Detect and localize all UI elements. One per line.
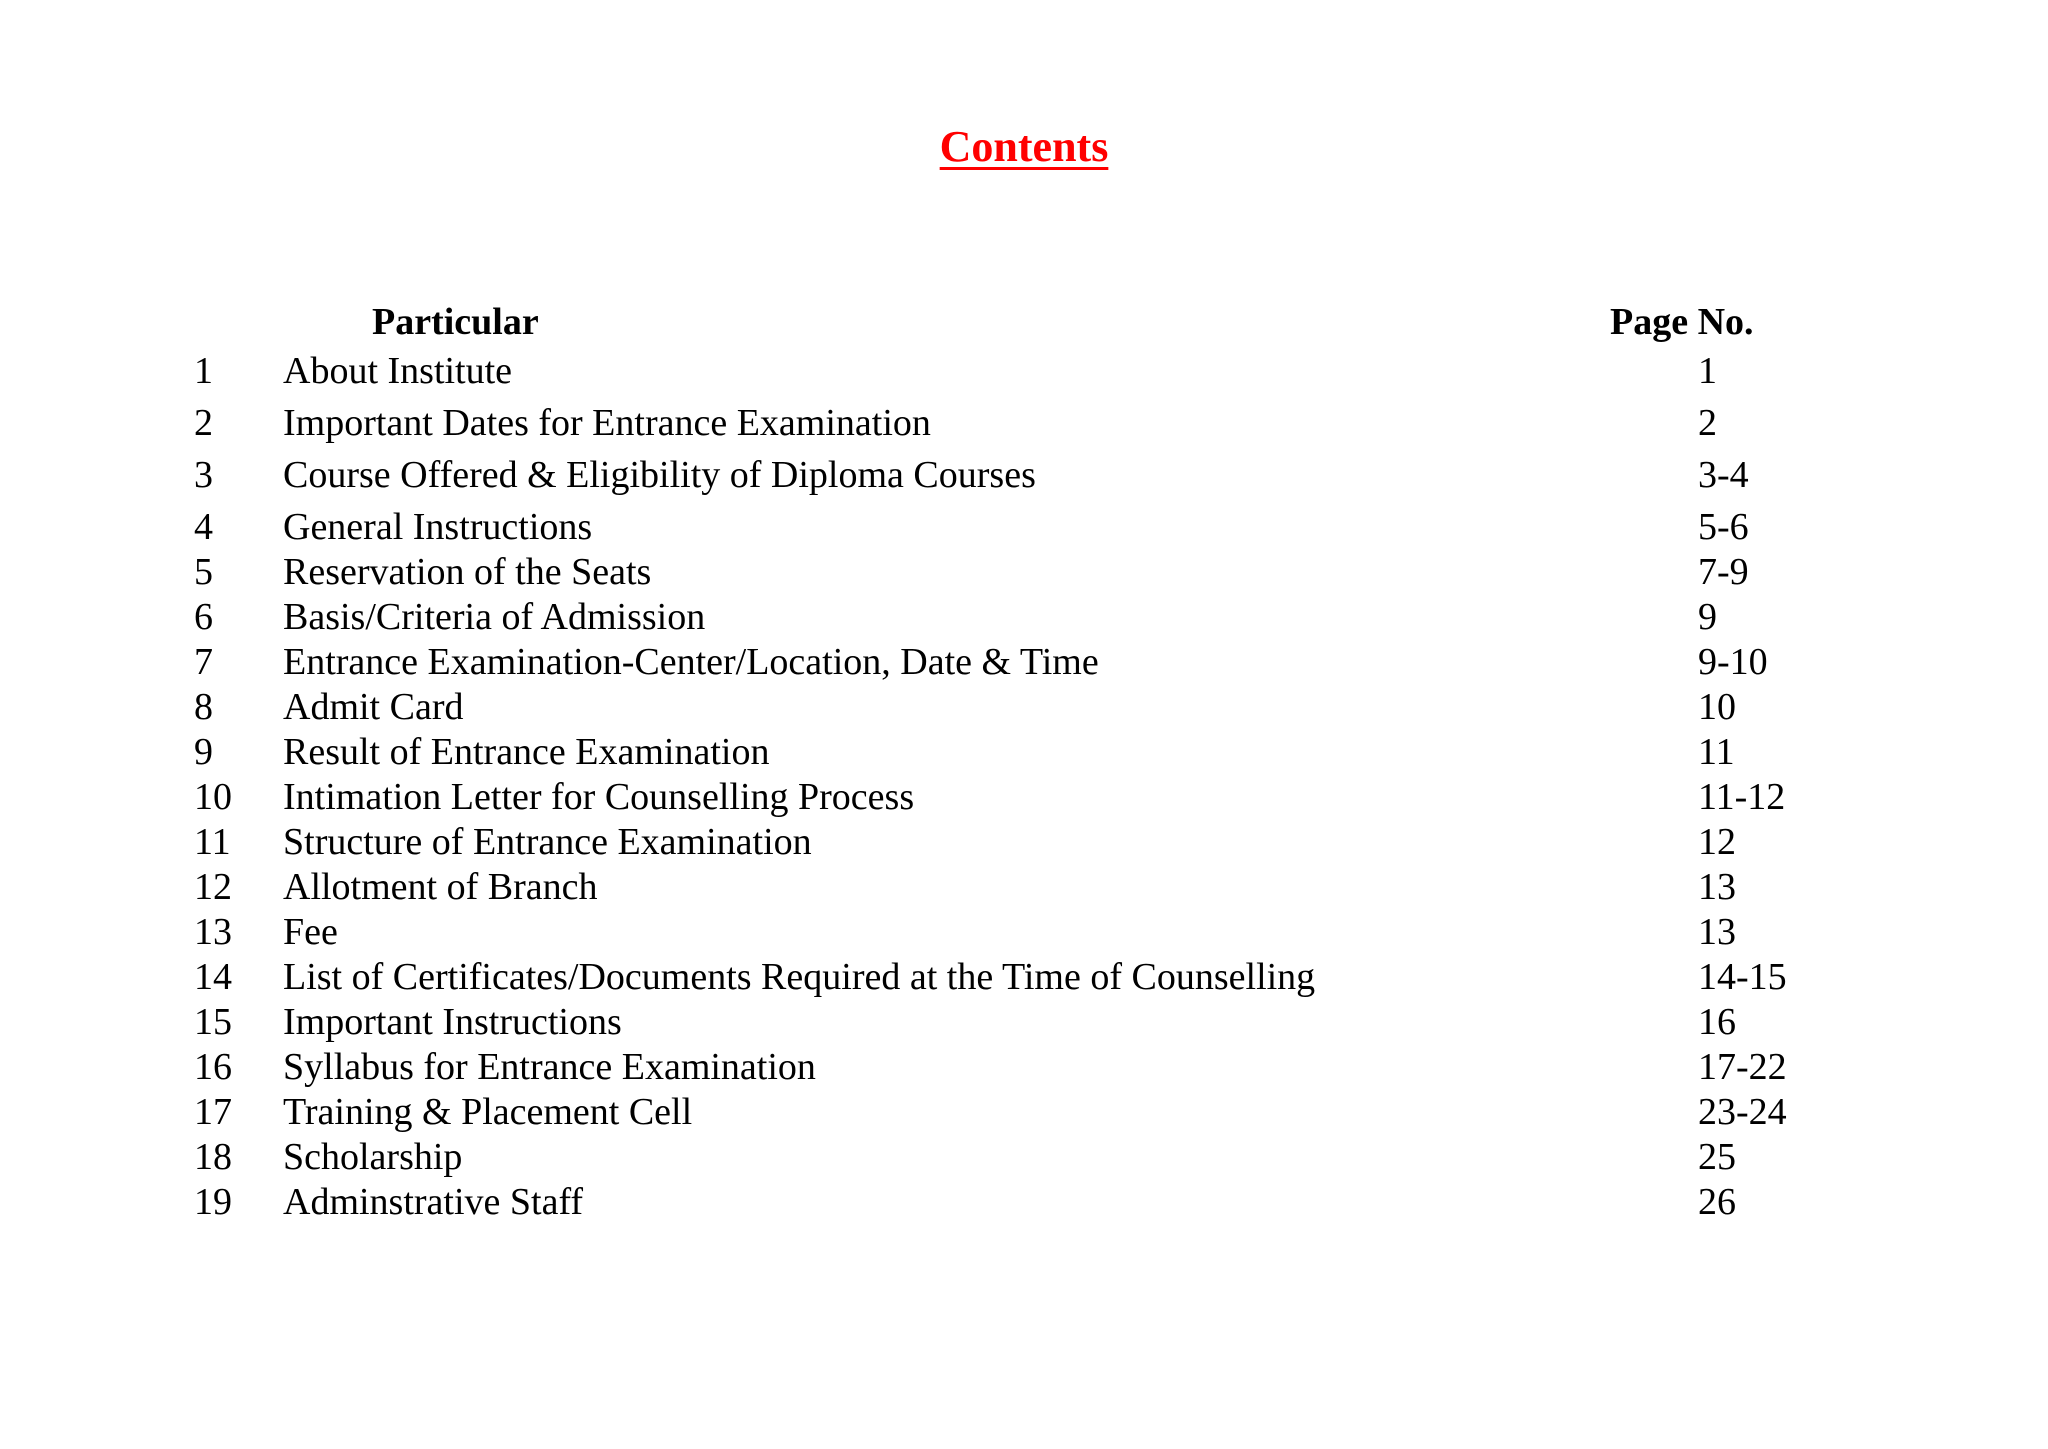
entry-number: 12: [194, 866, 232, 908]
particular-column-header: Particular: [372, 301, 539, 343]
toc-entry: [0, 865, 2048, 910]
page-no-column-header: Page No.: [1610, 301, 1754, 343]
entry-number: 5: [194, 551, 213, 593]
entry-page: 17-22: [1698, 1046, 1787, 1088]
entry-page: 1: [1698, 350, 1717, 392]
entry-number: 13: [194, 911, 232, 953]
entry-title: Fee: [283, 911, 338, 953]
entry-title: Adminstrative Staff: [283, 1181, 584, 1223]
entry-number: 16: [194, 1046, 232, 1088]
toc-entry: [0, 595, 2048, 640]
entry-page: 9-10: [1698, 641, 1768, 683]
entry-page: 13: [1698, 866, 1736, 908]
toc-entry: [0, 910, 2048, 955]
entry-title: About Institute: [283, 350, 513, 392]
entry-title: Training & Placement Cell: [283, 1091, 693, 1133]
entry-page: 13: [1698, 911, 1736, 953]
entry-number: 17: [194, 1091, 232, 1133]
entry-page: 2: [1698, 402, 1717, 444]
toc-entry: [0, 640, 2048, 685]
entry-page: 10: [1698, 686, 1736, 728]
entry-title: Syllabus for Entrance Examination: [283, 1046, 816, 1088]
toc-entry: [0, 1045, 2048, 1090]
toc-entry: [0, 775, 2048, 820]
toc-entry: [0, 1000, 2048, 1045]
entry-number: 1: [194, 350, 213, 392]
entry-page: 25: [1698, 1136, 1736, 1178]
entry-title: Structure of Entrance Examination: [283, 821, 812, 863]
toc-entry: [0, 1180, 2048, 1225]
entry-page: 3-4: [1698, 454, 1749, 496]
entry-title: Reservation of the Seats: [283, 551, 652, 593]
entry-page: 23-24: [1698, 1091, 1787, 1133]
entry-page: 5-6: [1698, 506, 1749, 548]
entry-title: List of Certificates/Documents Required at the Time of Counselling: [283, 956, 1316, 998]
entry-title: Result of Entrance Examination: [283, 731, 770, 773]
entry-title: Important Dates for Entrance Examination: [283, 402, 931, 444]
entry-page: 7-9: [1698, 551, 1749, 593]
entry-page: 26: [1698, 1181, 1736, 1223]
entry-page: 12: [1698, 821, 1736, 863]
entry-page: 9: [1698, 596, 1717, 638]
entry-title: Important Instructions: [283, 1001, 622, 1043]
entry-number: 4: [194, 506, 213, 548]
entry-number: 2: [194, 402, 213, 444]
entry-number: 10: [194, 776, 232, 818]
entry-number: 6: [194, 596, 213, 638]
entry-number: 19: [194, 1181, 232, 1223]
toc-entry: [0, 505, 2048, 550]
entry-title: Intimation Letter for Counselling Process: [283, 776, 915, 818]
toc-entry: [0, 730, 2048, 775]
toc-entry: [0, 1090, 2048, 1135]
toc-entry: [0, 453, 2048, 505]
entry-number: 15: [194, 1001, 232, 1043]
toc-entry: [0, 401, 2048, 453]
entry-number: 9: [194, 731, 213, 773]
entry-number: 11: [194, 821, 231, 863]
toc-entry: [0, 820, 2048, 865]
toc-entry: [0, 955, 2048, 1000]
entry-title: General Instructions: [283, 506, 593, 548]
entry-number: 14: [194, 956, 232, 998]
entry-number: 8: [194, 686, 213, 728]
entry-page: 11: [1698, 731, 1735, 773]
toc-entry: [0, 685, 2048, 730]
entry-number: 7: [194, 641, 213, 683]
entry-title: Course Offered & Eligibility of Diploma Courses: [283, 454, 1036, 496]
entry-page: 16: [1698, 1001, 1736, 1043]
table-of-contents: [0, 349, 2048, 1225]
entry-page: 14-15: [1698, 956, 1787, 998]
toc-entry: [0, 550, 2048, 595]
page-title: Contents: [939, 122, 1109, 171]
toc-header: [0, 300, 2048, 344]
entry-number: 18: [194, 1136, 232, 1178]
toc-entry: [0, 1135, 2048, 1180]
toc-entry: [0, 349, 2048, 401]
entry-title: Allotment of Branch: [283, 866, 598, 908]
entry-title: Basis/Criteria of Admission: [283, 596, 706, 638]
entry-page: 11-12: [1698, 776, 1786, 818]
entry-number: 3: [194, 454, 213, 496]
entry-title: Scholarship: [283, 1136, 463, 1178]
entry-title: Entrance Examination-Center/Location, Date & Time: [283, 641, 1099, 683]
entry-title: Admit Card: [283, 686, 464, 728]
